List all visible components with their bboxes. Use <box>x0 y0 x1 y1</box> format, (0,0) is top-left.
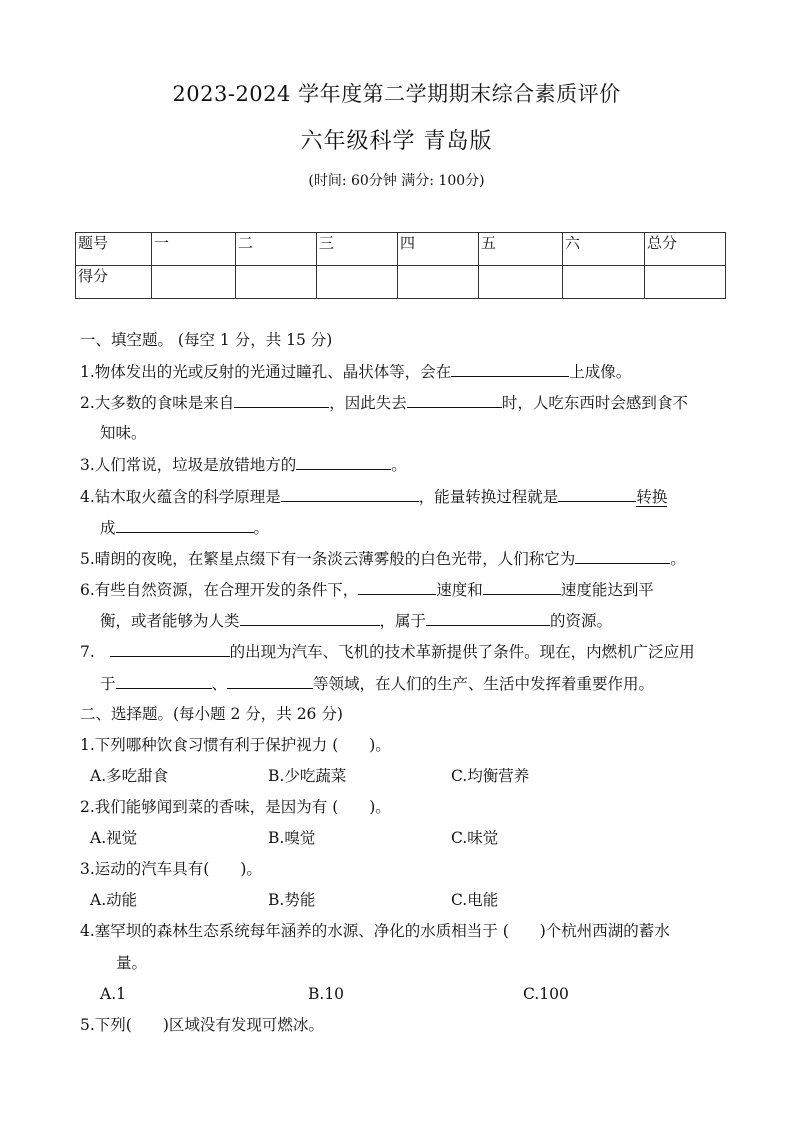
exam-info: (时间: 60分钟 满分: 100分) <box>308 173 485 189</box>
answer-blank[interactable] <box>407 391 502 408</box>
choice-option-b[interactable]: B.10 <box>308 985 345 1003</box>
fill-question-1: 1.物体发出的光或反射的光通过瞳孔、晶状体等，会在 上成像。 <box>80 360 631 383</box>
score-cell[interactable] <box>563 266 645 299</box>
choice-option-c[interactable]: C.均衡营养 <box>451 767 530 785</box>
answer-blank[interactable] <box>116 516 254 533</box>
table-cell: 六 <box>563 233 645 266</box>
fill-question-6: 6.有些自然资源，在合理开发的条件下， 速度和 速度能达到平 <box>80 578 654 601</box>
choice-option-a[interactable]: A.1 <box>100 985 126 1003</box>
table-cell: 总分 <box>645 233 726 266</box>
choice-option-c[interactable]: C.100 <box>523 985 569 1003</box>
fill-question-6-cont: 衡，或者能够为人类 ，属于 的资源。 <box>100 609 612 632</box>
score-table-header-row <box>76 233 726 266</box>
answer-blank[interactable] <box>426 609 550 626</box>
fill-question-7-cont: 于 、 等领域，在人们的生产、生活中发挥着重要作用。 <box>100 672 654 695</box>
fill-question-4-cont: 成 。 <box>100 516 269 539</box>
answer-blank[interactable] <box>483 578 561 595</box>
choice-option-b[interactable]: B.少吃蔬菜 <box>268 767 347 785</box>
fill-question-7: 7. 的出现为汽车、飞机的技术革新提供了条件。现在，内燃机广泛应用 <box>80 640 695 663</box>
answer-blank[interactable] <box>558 485 636 502</box>
choice-question-5: 5.下列( )区域没有发现可燃冰。 <box>80 1016 324 1034</box>
table-cell: 二 <box>236 233 317 266</box>
table-cell: 三 <box>317 233 398 266</box>
table-cell: 四 <box>398 233 479 266</box>
choice-question-4-cont: 量。 <box>116 954 148 972</box>
choice-question-4: 4.塞罕坝的森林生态系统每年涵养的水源、净化的水质相当于 ( )个杭州西湖的蓄水 <box>80 922 670 940</box>
score-cell[interactable] <box>317 266 398 299</box>
exam-subtitle: 六年级科学 青岛版 <box>300 129 493 154</box>
choice-question-1: 1.下列哪种饮食习惯有利于保护视力 ( )。 <box>80 736 391 754</box>
answer-blank[interactable] <box>110 640 230 657</box>
score-cell[interactable] <box>479 266 563 299</box>
answer-blank[interactable] <box>296 453 391 470</box>
table-cell: 得分 <box>76 266 152 299</box>
score-table-score-row <box>76 266 726 299</box>
choice-option-a[interactable]: A.多吃甜食 <box>90 767 169 785</box>
section1-heading: 一、填空题。 (每空 1 分，共 15 分) <box>80 331 333 349</box>
answer-blank[interactable] <box>575 547 670 564</box>
table-cell: 题号 <box>76 233 152 266</box>
fill-question-3: 3.人们常说，垃圾是放错地方的 。 <box>80 453 407 476</box>
score-table <box>75 232 726 299</box>
choice-question-2: 2.我们能够闻到菜的香味，是因为有 ( )。 <box>80 798 391 816</box>
exam-title: 2023-2024 学年度第二学期期末综合素质评价 <box>172 82 621 106</box>
fill-question-4: 4.钻木取火蕴含的科学原理是 ，能量转换过程就是 转换 <box>80 485 667 508</box>
choice-question-3: 3.运动的汽车具有( )。 <box>80 860 262 878</box>
fill-question-5: 5.晴朗的夜晚，在繁星点缀下有一条淡云薄雾般的白色光带，人们称它为 。 <box>80 547 686 570</box>
table-cell: 五 <box>479 233 563 266</box>
choice-option-b[interactable]: B.嗅觉 <box>268 829 316 847</box>
choice-option-a[interactable]: A.视觉 <box>90 829 138 847</box>
score-cell[interactable] <box>645 266 726 299</box>
answer-blank[interactable] <box>116 672 212 689</box>
answer-blank[interactable] <box>240 609 380 626</box>
section2-heading: 二、选择题。(每小题 2 分，共 26 分) <box>80 705 343 723</box>
score-cell[interactable] <box>398 266 479 299</box>
choice-option-c[interactable]: C.电能 <box>451 891 499 909</box>
choice-option-a[interactable]: A.动能 <box>90 891 138 909</box>
table-cell: 一 <box>152 233 236 266</box>
fill-question-2-cont: 知味。 <box>100 424 147 442</box>
answer-blank[interactable] <box>281 485 419 502</box>
answer-blank[interactable] <box>358 578 436 595</box>
choice-option-b[interactable]: B.势能 <box>268 891 316 909</box>
answer-blank[interactable] <box>227 672 313 689</box>
score-cell[interactable] <box>236 266 317 299</box>
answer-blank[interactable] <box>451 360 569 377</box>
answer-blank[interactable] <box>234 391 329 408</box>
choice-option-c[interactable]: C.味觉 <box>451 829 499 847</box>
score-cell[interactable] <box>152 266 236 299</box>
fill-question-2: 2.大多数的食味是来自 ，因此失去 时，人吃东西时会感到食不 <box>80 391 688 414</box>
